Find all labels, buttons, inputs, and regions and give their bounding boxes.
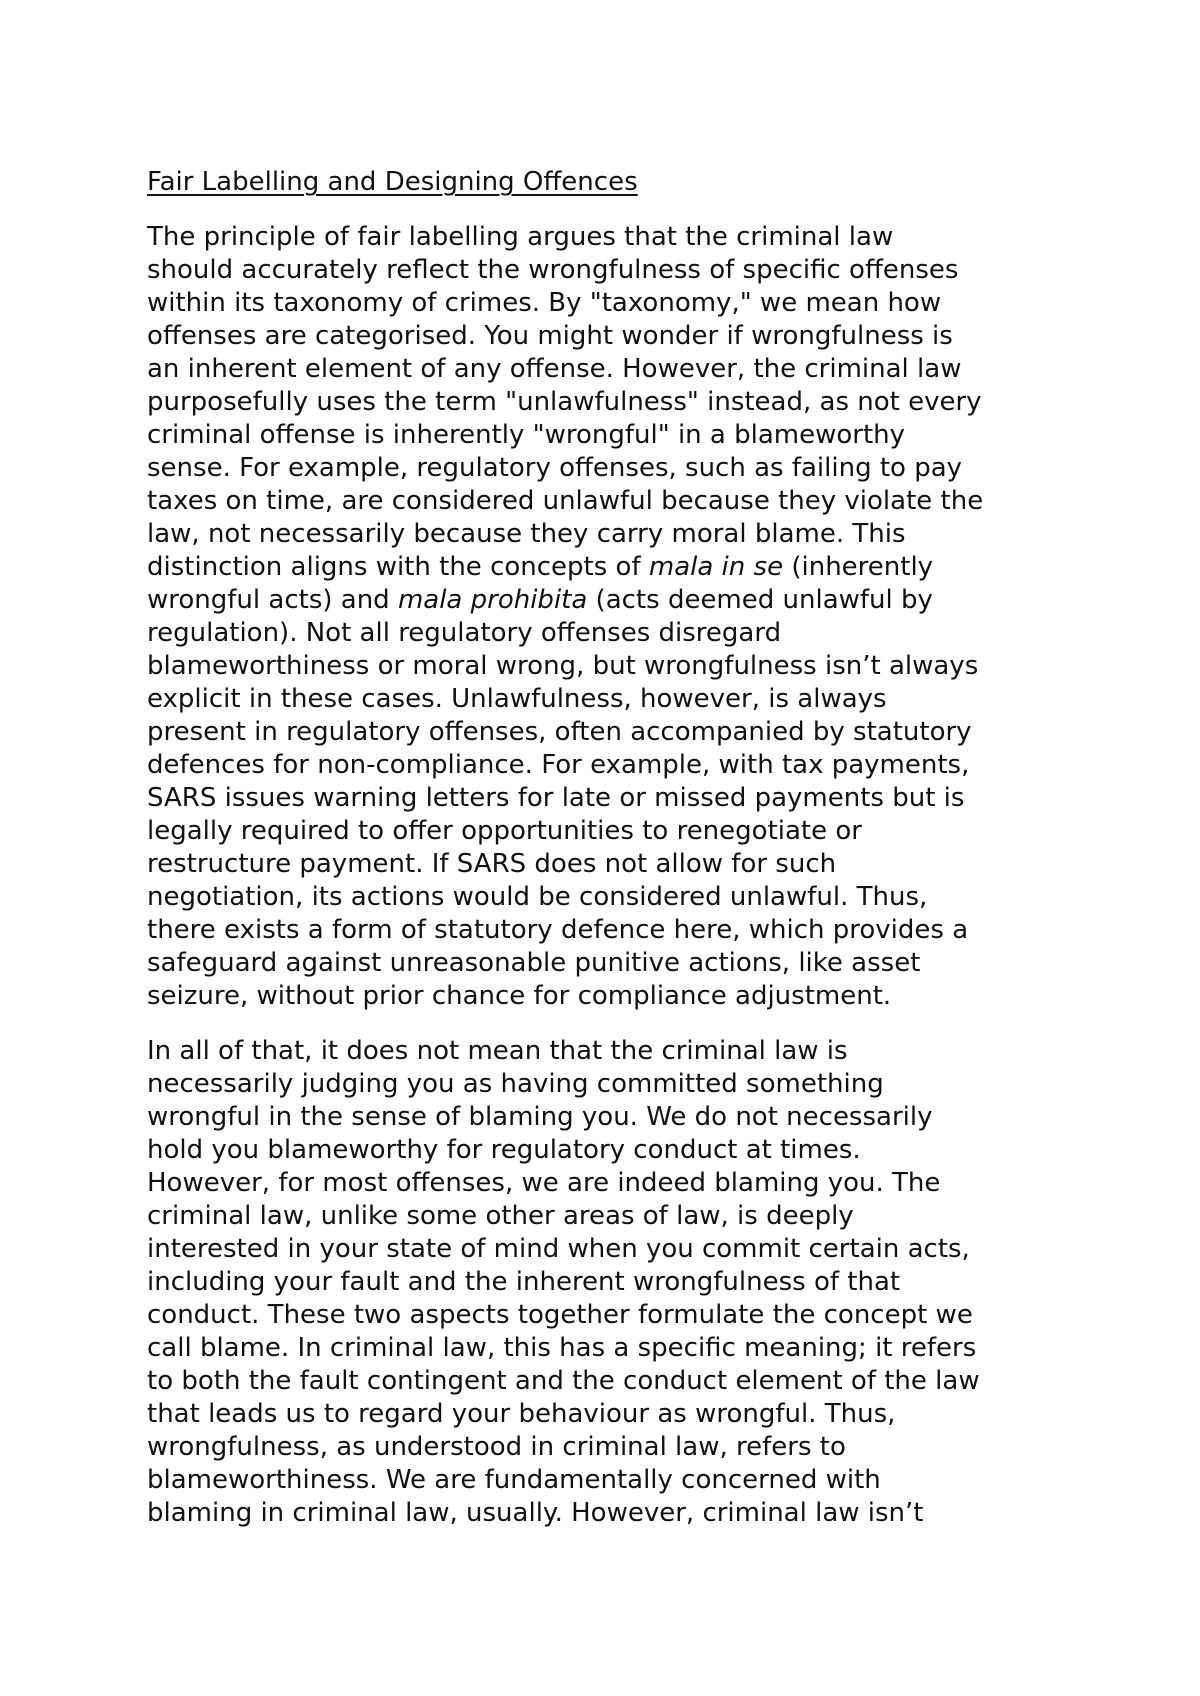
text-segment: interested in your state of mind when you commit certain acts, [147,1234,970,1264]
text-segment: purposefully uses the term "unlawfulness" instead, as not every [147,387,982,417]
text-line [147,617,1087,650]
text-segment: wrongfulness, as understood in criminal law, refers to [147,1432,846,1462]
paragraph-container [147,221,1087,1530]
text-segment: including your fault and the inherent wrongfulness of that [147,1267,901,1297]
text-line [147,485,1087,518]
text-segment: explicit in these cases. Unlawfulness, however, is always [147,684,887,714]
text-segment: law, not necessarily because they carry moral blame. This [147,519,906,549]
text-segment: negotiation, its actions would be considered unlawful. Thus, [147,882,928,912]
text-line [147,1101,1087,1134]
text-segment: taxes on time, are considered unlawful because they violate the [147,486,984,516]
text-segment: The principle of fair labelling argues that the criminal law [147,222,894,252]
text-line [147,254,1087,287]
text-line [147,1167,1087,1200]
text-line [147,1068,1087,1101]
italic-term: mala in se [648,552,784,582]
text-line [147,1332,1087,1365]
text-line [147,1365,1087,1398]
text-segment: (inherently [783,552,934,582]
text-segment: distinction aligns with the concepts of [147,552,649,582]
text-line [147,1299,1087,1332]
text-line [147,749,1087,782]
text-line [147,419,1087,452]
text-segment: present in regulatory offenses, often accompanied by statutory [147,717,972,747]
text-line [147,1464,1087,1497]
text-segment: blameworthiness or moral wrong, but wrongfulness isn’t always [147,651,979,681]
text-segment: hold you blameworthy for regulatory conduct at times. [147,1135,861,1165]
text-line [147,980,1087,1013]
text-line [147,1035,1087,1068]
text-line [147,1134,1087,1167]
text-line [147,1431,1087,1464]
text-segment: blameworthiness. We are fundamentally concerned with [147,1465,881,1495]
text-segment: restructure payment. If SARS does not allow for such [147,849,837,879]
text-segment: (acts deemed unlawful by [587,585,933,615]
text-line [147,1497,1087,1530]
text-line [147,1233,1087,1266]
document-body [147,166,1087,1552]
text-line [147,650,1087,683]
text-segment: call blame. In criminal law, this has a specific meaning; it refers [147,1333,977,1363]
text-line [147,551,1087,584]
text-line [147,947,1087,980]
text-segment: there exists a form of statutory defence here, which provides a [147,915,969,945]
text-line [147,1266,1087,1299]
text-segment: an inherent element of any offense. However, the criminal law [147,354,962,384]
text-line [147,914,1087,947]
text-segment: to both the fault contingent and the conduct element of the law [147,1366,980,1396]
text-line [147,683,1087,716]
text-segment: blaming in criminal law, usually. However, criminal law isn’t [147,1498,924,1528]
text-line [147,386,1087,419]
text-segment: that leads us to regard your behaviour as wrongful. Thus, [147,1399,896,1429]
text-line [147,1398,1087,1431]
text-segment: criminal law, unlike some other areas of law, is deeply [147,1201,854,1231]
text-line [147,452,1087,485]
text-line [147,221,1087,254]
body-paragraph [147,221,1087,1013]
text-segment: sense. For example, regulatory offenses, such as failing to pay [147,453,963,483]
text-line [147,518,1087,551]
text-line [147,848,1087,881]
text-segment: seizure, without prior chance for compliance adjustment. [147,981,892,1011]
text-line [147,716,1087,749]
text-segment: conduct. These two aspects together formulate the concept we [147,1300,973,1330]
italic-term: mala prohibita [397,585,588,615]
text-segment: In all of that, it does not mean that the criminal law is [147,1036,848,1066]
text-line [147,287,1087,320]
document-title: Fair Labelling and Designing Offences [147,167,638,197]
text-segment: criminal offense is inherently "wrongful" in a blameworthy [147,420,906,450]
text-segment: defences for non-compliance. For example, with tax payments, [147,750,970,780]
text-segment: necessarily judging you as having committed something [147,1069,884,1099]
text-segment: legally required to offer opportunities to renegotiate or [147,816,862,846]
text-line [147,353,1087,386]
body-paragraph [147,1035,1087,1530]
text-segment: However, for most offenses, we are indeed blaming you. The [147,1168,941,1198]
text-segment: wrongful in the sense of blaming you. We do not necessarily [147,1102,933,1132]
text-line [147,782,1087,815]
text-segment: regulation). Not all regulatory offenses disregard [147,618,782,648]
text-segment: within its taxonomy of crimes. By "taxonomy," we mean how [147,288,942,318]
text-segment: should accurately reflect the wrongfulness of specific offenses [147,255,959,285]
text-segment: offenses are categorised. You might wonder if wrongfulness is [147,321,953,351]
text-line [147,881,1087,914]
text-line [147,584,1087,617]
text-segment: safeguard against unreasonable punitive actions, like asset [147,948,921,978]
text-segment: SARS issues warning letters for late or missed payments but is [147,783,965,813]
text-line [147,320,1087,353]
text-segment: wrongful acts) and [147,585,398,615]
text-line [147,815,1087,848]
text-line [147,1200,1087,1233]
